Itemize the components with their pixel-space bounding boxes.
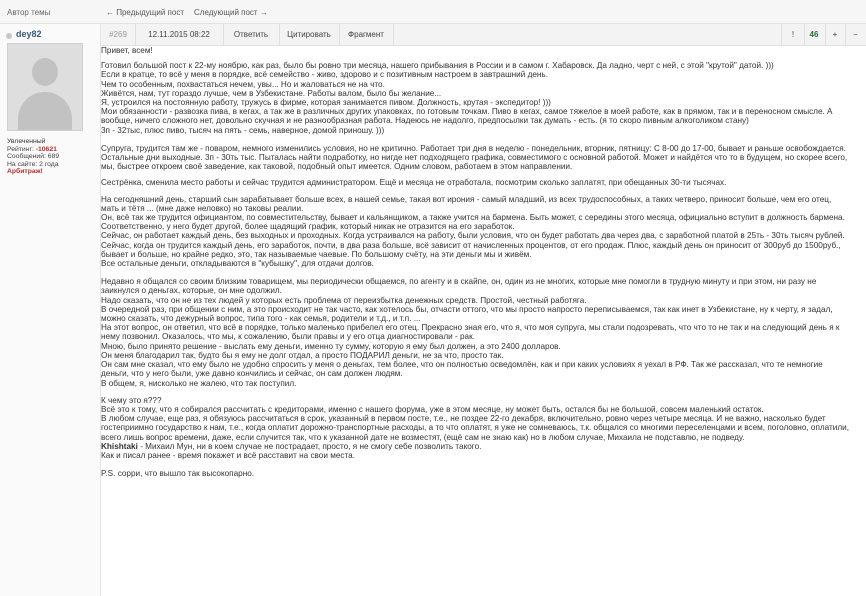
post-paragraph: Если в кратце, то всё у меня в порядке, всё семейство - живо, здорово и с позитивным настроем в завтрашний день. (101, 70, 548, 80)
post-paragraph: Сестрёнка, сменила место работы и сейчас трудится администратором. Ещё и месяца не отработала, посмотрим сколько заплатят, при обещанных 30-ти тысячах. (101, 178, 727, 188)
fragment-button[interactable]: Фрагмент (339, 24, 394, 45)
messages-label: Сообщений: (7, 153, 46, 161)
post-paragraph: На этот вопрос, он ответил, что всё в порядке, только маленько прибелел его отец. Прекрасно зная его, что я, что моя супруга, мы стали подозревать, что что то не так и на следующий день я к нему позвонил. Оказалось, что мы, к сожалению, были правы и у его отца диагностировали - рак. (101, 323, 840, 342)
next-post-link[interactable] (194, 8, 268, 17)
post-paragraph: Сейчас, он работает каждый день, без выходных и проходных. Когда устраивался на работу, были условия, что он будет работать два через два, с заработной платой в 25ть - 30ть тысяч рублей. Сейчас, когда он трудится каждый день, его заработок, почти, в два раза больше, всё зависит от начисленных процентов, от его продаж. Плюс, каждый день он приносит от 300руб до 1500руб., бывает и больше, но крайне редко, это, так называемые чаевые. По большому счёту, на эти деньги мы и живём. (101, 231, 845, 259)
post-paragraph: Он, всё так же трудится официантом, по совместительству, бывает и кальянщиком, а также учится на бармена. Быть может, с середины этого месяца, официально вступит в должность бармена. Соответственно, у него будет другой, более щадящий график, который никак не отразится на его заработок. (101, 213, 845, 232)
rating-label: Рейтинг: (7, 145, 34, 153)
post-paragraph: Он сам мне сказал, что ему было не удобно спросить у меня о деньгах, тем более, что он полностью осведомлён, как и при каких условиях я уехал в РФ. Так же рассказал, что те немногие деньги, что у него были, уже давно кончились и сейчас, он сам должен людям. (101, 360, 823, 379)
post-score: 46 (803, 24, 826, 45)
avatar-placeholder-body (18, 92, 72, 131)
prev-post-label: Предыдущий пост (116, 8, 184, 17)
post-paragraph: На сегодняшний день, старший сын зарабатывает больше всех, в нашей семье, такая вот ирония - самый младший, из всех трудоспособных, а таких четверо, приносит больше, чем его отец, мать и тётя ... (мне даже неловко) но таковы реалии. (101, 194, 832, 213)
online-status-icon (6, 33, 12, 39)
site-value: 2 года (39, 160, 59, 168)
arbitrage-badge[interactable]: Арбитраж! (7, 168, 43, 176)
post-paragraph: Мои обязанности - развозка пива, в кегах, а так же в различных других упаковках, по готовым точкам. Пиво в кегах, самое тяжелое в моей работе, как в прямом, так и в переносном смысле. А вообще, ничего сложного нет, довольно скучная и не разнообразная работа. Надеюсь не надолго, предпосылки так думать - есть. (я то скоро пивным алкоголиком стану) (101, 107, 833, 126)
post-paragraph: К чему это я??? (101, 395, 162, 405)
post-paragraph: Всё это к тому, что я собирался рассчитать с кредиторами, именно с нашего форума, уже в этом месяце, ну может быть, остался бы не большой, совсем маленький остаток. (101, 404, 764, 414)
post-paragraph: Привет, всем! (101, 46, 153, 55)
post-paragraph: Все остальные деньги, откладываются в "кубышку", для отдачи долгов. (101, 259, 374, 269)
avatar-placeholder-head (32, 58, 58, 86)
user-info-panel (0, 24, 101, 596)
mentioned-user[interactable]: Khishtaki (101, 441, 138, 451)
quote-button[interactable]: Цитировать (279, 24, 340, 45)
post-paragraph: Живётся, нам, тут гораздо лучше, чем в Узбекистане. Работы валом, было бы желание... (101, 88, 442, 98)
username-link[interactable]: dey82 (16, 29, 42, 39)
user-stats (7, 138, 59, 176)
user-rank: Увлеченный (7, 138, 46, 145)
post-paragraph: Надо сказать, что он не из тех людей у которых есть проблема от переизбытка денежных средств. Простой, честный работяга. (101, 295, 587, 305)
post-paragraph: Супруга, трудится там же - поваром, немного изменились условия, но не критично. Работает три дня в неделю - понедельник, вторник, пятницу: С 8-00 до 17-00, бывает и раньше освобождается. Остальные дни выходные. 3п - 30ть тыс. Пыталась найти подработку, но нигде нет подходящего графика, совместимого с основной работой. Может и найдётся что то в будущем, но скорее всего, мы, быстрее откроем своё заведение, как таковой, подобный опыт имеется. Одним словом, работаем в этом направлении. (101, 143, 848, 172)
arrow-right-icon: → (259, 8, 268, 17)
vote-down-button[interactable]: − (853, 30, 858, 39)
post-paragraph (101, 442, 849, 451)
post-paragraph: 3п - 32тыс, плюс пиво, тысяч на пять - семь, наверное, домой приношу. ))) (101, 125, 385, 135)
post-paragraph: Он меня благодарил так, будто бы я ему не долг отдал, а просто ПОДАРИЛ деньги, не за что, просто так. (101, 350, 504, 360)
next-post-label: Следующий пост (194, 8, 258, 17)
topic-author-label: Автор темы (7, 8, 51, 17)
post-paragraph: Как и писал ранее - время покажет и всё расставит на свои места. (101, 450, 355, 460)
site-label: На сайте: (7, 160, 38, 168)
rating-value: -10621 (35, 145, 57, 153)
post-paragraph: Мною, было принято решение - выслать ему деньги, именно ту сумму, которую я ему был должен, а это 2400 долларов. (101, 341, 561, 351)
post-paragraph: В любом случае, еще раз, я обязуюсь рассчитаться в срок, указанный в первом посте, т.е., не поздее 22-го декабря, включительно, ровно через четыре месяца. И не важно, насколько будет гостеприимно государство к нам, т.е., когда оплатит дорожно-транспортные расходы, а то что оплатят, я уже не сомневаюсь, т.к. общался со многими переселенцами и всем, поголовно, оплатили, всего лишь вопрос времени, даже, если случится так, что к указанной дате не возместят, (ещё сам не знаю как) но в любом случае, Михаила не подставлю, не подведу. (101, 414, 850, 442)
topic-navigation-bar (0, 0, 866, 24)
prev-post-link[interactable] (106, 8, 184, 17)
report-button[interactable]: ! (781, 24, 805, 45)
post-number-link[interactable]: #269 (101, 24, 136, 45)
vote-up-button[interactable]: + (825, 24, 846, 45)
post-header (101, 24, 866, 46)
post-paragraph: Чем то особенным, похвастаться нечем, увы... Но и жаловаться не на что. (101, 79, 385, 89)
post-paragraph: P.S. сорри, что вышло так высокопарно. (101, 469, 255, 479)
post-text-fragment: - Михаил Мун, ни в коем случае не пострадает, просто, я не смогу себе позволить такого. (137, 441, 482, 451)
post-date: 12.11.2015 08:22 (135, 24, 224, 45)
post-body (101, 46, 849, 478)
post-paragraph: В общем, я, нисколько не жалею, что так поступил. (101, 378, 297, 388)
post-paragraph: В очередной раз, при общении с ним, а это происходит не так часто, как хотелось бы, отчасти оттого, что мы просто напросто переписываемся, так как инет в Узбекистане, ну к черту, я задал, можно сказать, что дежурный вопрос, типа того - как семья, родители и т.д., и т.п. ... (101, 304, 833, 324)
post-paragraph: Я, устроился на постоянную работу, тружусь в фирме, которая занимается пивом. Должность, крутая - экспедитор! ))) (101, 98, 551, 108)
reply-button[interactable]: Ответить (223, 24, 280, 45)
post-paragraph: Готовил большой пост к 22-му ноябрю, как раз, было бы ровно три месяца, нашего прибывания в России и в самом г. Хабаровск. Да ладно, черт с ней, с этой "крутой" датой. ))) (101, 61, 774, 71)
messages-value: 689 (47, 153, 60, 161)
post-paragraph: Недавно я общался со своим близким товарищем, мы периодически общаемся, по агенту и в скайпе, он, один из не многих, которые мне помогли в трудную минуту и при этом, ни разу не заикнулся о деньгах, которые, он мне одолжил. (101, 277, 817, 296)
avatar[interactable] (7, 43, 83, 131)
arrow-left-icon: ← (106, 8, 114, 17)
